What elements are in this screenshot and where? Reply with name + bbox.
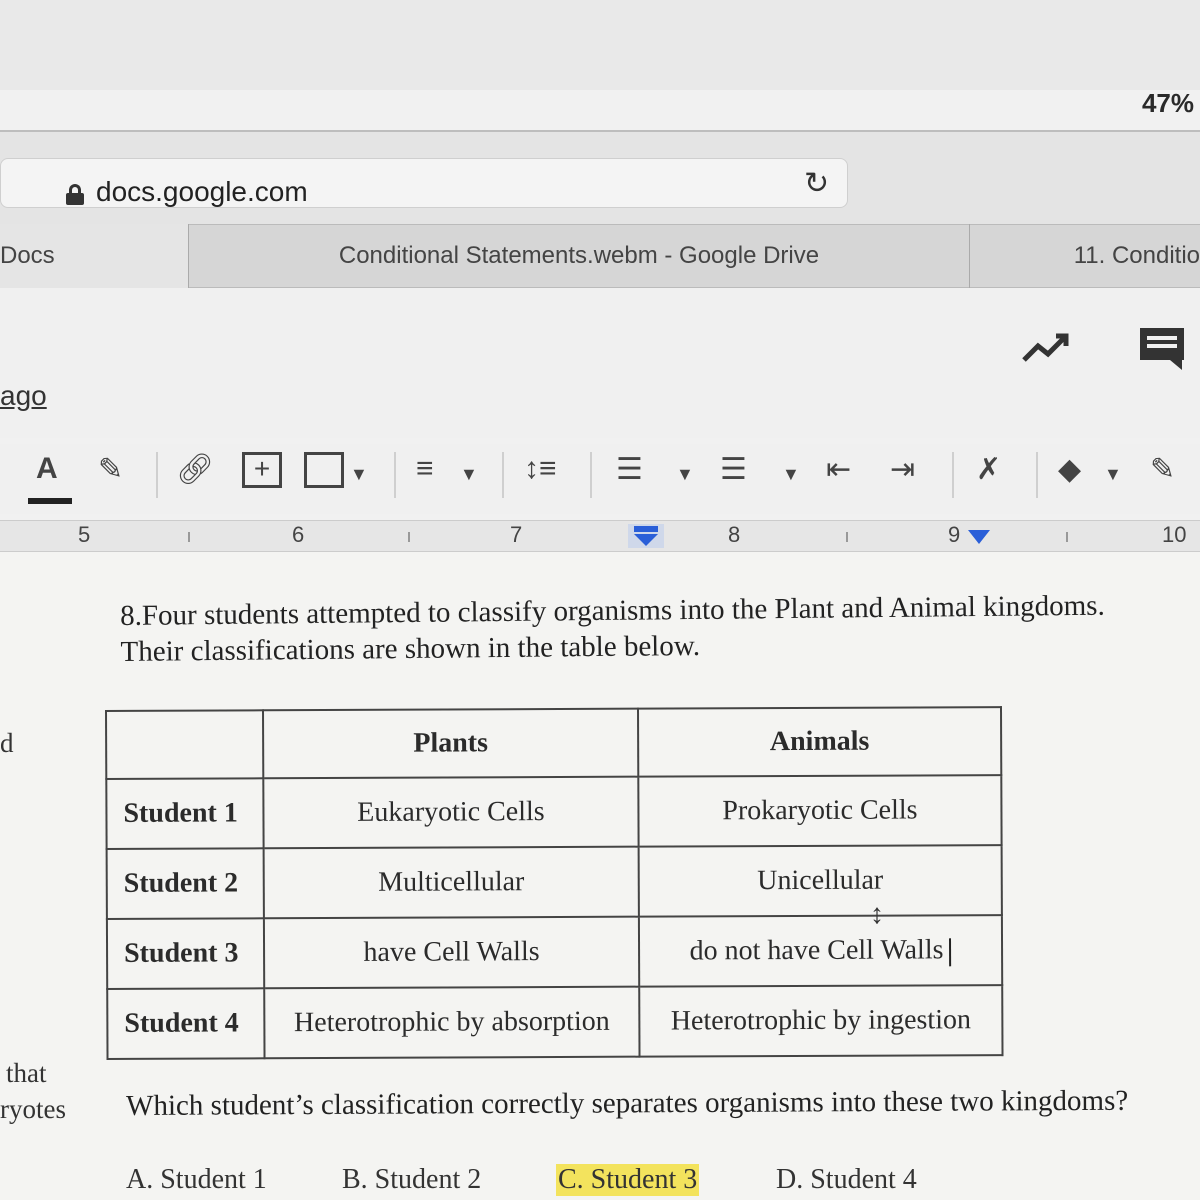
tab-label: Docs: [0, 242, 55, 269]
chevron-down-icon[interactable]: ▼: [460, 464, 478, 484]
animals-cell: Unicellular: [639, 845, 1002, 917]
toolbar-divider: [952, 452, 954, 498]
classification-table: [105, 706, 1004, 1060]
ruler-number: 10: [1162, 522, 1187, 547]
pen-icon[interactable]: ✎: [1150, 453, 1176, 486]
device-bezel: [0, 0, 1200, 90]
tab-label: 11. Conditio: [1073, 242, 1200, 269]
student-cell: Student 3: [107, 918, 264, 989]
paint-bucket-icon[interactable]: ◆: [1058, 453, 1082, 486]
table-row: [107, 985, 1002, 1059]
tab-stop-icon[interactable]: [966, 526, 992, 546]
animals-cell: Prokaryotic Cells: [638, 775, 1001, 847]
align-icon[interactable]: ≡: [416, 452, 434, 485]
left-margin-fragment: d: [0, 728, 14, 758]
choice-b[interactable]: B. Student 2: [342, 1164, 482, 1195]
text-color-icon[interactable]: A: [36, 452, 58, 485]
left-margin-fragment: that: [6, 1058, 47, 1088]
ruler-number: 8: [728, 522, 741, 547]
ruler-number: 5: [78, 522, 91, 547]
header-cell: [106, 710, 263, 779]
plants-cell: have Cell Walls: [264, 917, 639, 989]
ruler-tick: [408, 532, 410, 542]
tab-google-drive[interactable]: [188, 224, 970, 288]
ruler-tick: [188, 532, 190, 542]
question-prompt: Which student’s classification correctly separates organisms into these two kingdoms?: [126, 1084, 1129, 1122]
table-header-row: [106, 707, 1001, 779]
ruler-tick: [1066, 532, 1068, 542]
chevron-down-icon[interactable]: ▼: [782, 464, 800, 484]
plants-cell: Heterotrophic by absorption: [264, 987, 639, 1059]
animals-cell-with-caret[interactable]: [639, 915, 1002, 987]
ruler-number: 7: [510, 522, 523, 547]
url-text[interactable]: docs.google.com: [96, 176, 308, 207]
classification-table-wrapper: [105, 706, 1004, 1056]
highlight-pen-icon[interactable]: ✎: [98, 453, 124, 486]
table-row: [107, 915, 1002, 989]
comment-icon[interactable]: [1138, 326, 1186, 370]
toolbar-divider: [1036, 452, 1038, 498]
chevron-down-icon[interactable]: ▼: [1104, 464, 1122, 484]
last-edit-link[interactable]: ago: [0, 380, 47, 411]
chevron-down-icon[interactable]: ▼: [676, 464, 694, 484]
decrease-indent-icon[interactable]: ⇤: [826, 453, 852, 486]
choice-c-highlighted[interactable]: C. Student 3: [558, 1164, 698, 1195]
student-cell: Student 4: [107, 988, 264, 1059]
student-cell: Student 1: [106, 778, 263, 849]
question-line: Their classifications are shown in the table below.: [120, 629, 701, 668]
text-caret: [949, 938, 951, 966]
insert-image-icon[interactable]: [304, 452, 344, 488]
increase-indent-icon[interactable]: ⇥: [890, 453, 916, 486]
choice-a[interactable]: A. Student 1: [126, 1164, 267, 1195]
student-cell: Student 2: [107, 848, 264, 919]
toolbar-divider: [394, 452, 396, 498]
animals-cell-text: do not have Cell Walls: [689, 934, 944, 967]
text-color-swatch: [28, 498, 72, 504]
activity-trend-icon[interactable]: [1020, 330, 1072, 366]
question-text: [120, 587, 1161, 670]
battery-indicator: 47%: [1141, 88, 1194, 118]
plants-cell: Eukaryotic Cells: [263, 777, 638, 849]
plants-cell: Multicellular: [264, 847, 639, 919]
chevron-down-icon[interactable]: ▼: [350, 464, 368, 484]
header-animals: Animals: [638, 707, 1001, 777]
bulleted-list-icon[interactable]: ☰: [720, 453, 747, 486]
reload-icon[interactable]: ↻: [804, 167, 830, 200]
left-margin-fragment: ryotes: [0, 1094, 66, 1124]
ruler-number: 9: [948, 522, 961, 547]
indent-marker-icon[interactable]: [628, 524, 664, 548]
toolbar-divider: [590, 452, 592, 498]
ruler[interactable]: [0, 520, 1200, 552]
clear-formatting-icon[interactable]: ✗: [976, 453, 1002, 486]
lock-icon: [66, 184, 84, 204]
insert-comment-icon[interactable]: +: [242, 452, 282, 488]
line-spacing-icon[interactable]: ↕≡: [524, 452, 557, 485]
tab-label: Conditional Statements.webm - Google Drive: [338, 242, 820, 269]
animals-cell: Heterotrophic by ingestion: [639, 985, 1002, 1057]
tab-docs[interactable]: [0, 224, 188, 288]
ruler-number: 6: [292, 522, 305, 547]
link-icon[interactable]: 🔗︎: [176, 453, 215, 486]
table-row: [107, 845, 1002, 919]
choice-d[interactable]: D. Student 4: [776, 1164, 917, 1195]
table-row: [106, 775, 1001, 849]
row-resize-cursor-icon: ↕: [870, 898, 884, 929]
numbered-list-icon[interactable]: ☰: [616, 453, 643, 486]
tab-conditional[interactable]: [970, 224, 1200, 288]
question-line: 8.Four students attempted to classify organisms into the Plant and Animal kingdoms.: [120, 589, 1105, 632]
header-plants: Plants: [263, 709, 638, 779]
toolbar-divider: [502, 452, 504, 498]
toolbar-divider: [156, 452, 158, 498]
ruler-tick: [846, 532, 848, 542]
